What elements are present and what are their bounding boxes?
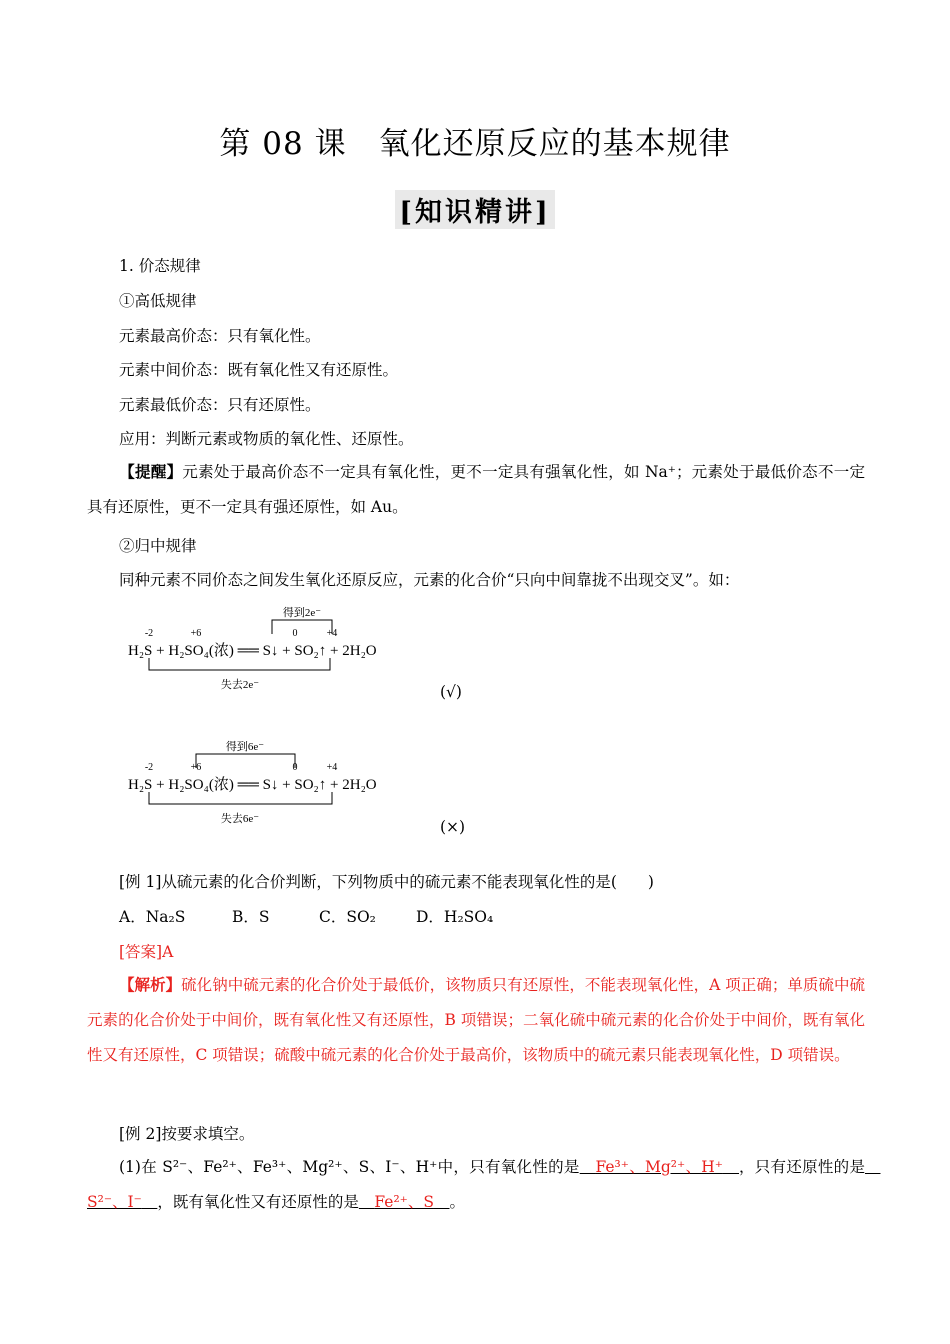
example2-question: [例 2]按要求填空。 xyxy=(119,1125,255,1143)
example1-answer: [答案]A xyxy=(119,943,174,961)
q1-end: 。 xyxy=(449,1193,465,1211)
equation: H₂S + H₂SO₄(浓) ══ S↓ + SO₂↑ + 2H₂O xyxy=(128,643,377,659)
verdict-wrong: (×) xyxy=(440,818,466,836)
q1-mid: ，只有还原性的是 xyxy=(739,1158,865,1176)
text-highest-valence: 元素最高价态：只有氧化性。 xyxy=(119,327,321,345)
ox-state-1: -2 xyxy=(144,762,154,773)
q1-prefix: (1)在 S²⁻、Fe²⁺、Fe³⁺、Mg²⁺、S、I⁻、H⁺中，只有氧化性的是 xyxy=(119,1158,580,1176)
example1-question: [例 1]从硫元素的化合价判断，下列物质中的硫元素不能表现氧化性的是( ) xyxy=(119,873,654,891)
answer-blank-2: S²⁻、I⁻ xyxy=(87,1193,142,1211)
option-d: D．H₂SO₄ xyxy=(416,908,494,926)
example1-analysis xyxy=(87,967,865,1073)
bottom-electron-label: 失去2e⁻ xyxy=(220,679,260,691)
answer-blank-1: Fe³⁺、Mg²⁺、H⁺ xyxy=(595,1158,723,1176)
text-lowest-valence: 元素最低价态：只有还原性。 xyxy=(119,396,321,414)
bottom-bracket-line xyxy=(149,658,330,670)
bottom-electron-label: 失去6e⁻ xyxy=(220,813,260,825)
text-middle-valence: 元素中间价态：既有氧化性又有还原性。 xyxy=(119,361,399,379)
option-a: A．Na₂S xyxy=(119,908,186,926)
text-convergence-rule: 同种元素不同价态之间发生氧化还原反应，元素的化合价“只向中间靠拢不出现交叉”。如： xyxy=(119,571,740,589)
option-b: B．S xyxy=(232,908,270,926)
heading-valence-rule: 1. 价态规律 xyxy=(119,257,201,275)
tip-paragraph xyxy=(87,454,865,525)
top-bracket-line xyxy=(272,620,332,634)
equation: H₂S + H₂SO₄(浓) ══ S↓ + SO₂↑ + 2H₂O xyxy=(128,777,377,793)
bottom-bracket-line xyxy=(149,792,332,804)
ox-state-3: 0 xyxy=(292,762,298,773)
q1-mid2: ，既有氧化性又有还原性的是 xyxy=(157,1193,359,1211)
top-bracket-line xyxy=(196,754,295,768)
ox-state-4: +4 xyxy=(326,628,338,639)
ox-state-2: +6 xyxy=(190,762,202,773)
ox-state-2: +6 xyxy=(190,628,202,639)
reaction-diagram-wrong xyxy=(120,734,460,834)
top-electron-label: 得到2e⁻ xyxy=(282,607,322,619)
section-heading-label: [知识精讲] xyxy=(395,190,555,229)
ox-state-1: -2 xyxy=(144,628,154,639)
tip-text: 元素处于最高价态不一定具有氧化性，更不一定具有强氧化性，如 Na⁺；元素处于最低价态不一定具有还原性，更不一定具有强还原性，如 Au。 xyxy=(87,463,865,516)
section-heading xyxy=(0,190,950,229)
text-application: 应用：判断元素或物质的氧化性、还原性。 xyxy=(119,430,414,448)
answer-blank-3: Fe²⁺、S xyxy=(374,1193,434,1211)
option-c: C．SO₂ xyxy=(319,908,376,926)
heading-convergence-rule: ②归中规律 xyxy=(119,537,197,555)
tip-label: 【提醒】 xyxy=(119,462,183,481)
example1-options xyxy=(119,907,493,927)
heading-high-low-rule: ①高低规律 xyxy=(119,292,197,310)
analysis-label: 【解析】 xyxy=(119,975,182,994)
ox-state-3: 0 xyxy=(292,628,298,639)
verdict-correct: (√) xyxy=(440,683,462,701)
page-title: 第 08 课 氧化还原反应的基本规律 xyxy=(219,126,731,162)
top-electron-label: 得到6e⁻ xyxy=(225,741,265,753)
reaction-diagram-correct xyxy=(120,600,460,700)
ox-state-4: +4 xyxy=(326,762,338,773)
analysis-text: 硫化钠中硫元素的化合价处于最低价，该物质只有还原性，不能表现氧化性，A 项正确；单质硫中硫元素的化合价处于中间价，既有氧化性又有还原性，B 项错误；二氧化硫中硫元素的化合价处于中间价，既有氧化性又有还原性，C 项错误；硫酸中硫元素的化合价处于最高价，该物质中的硫元素只能表现氧化性，D 项错误。 xyxy=(87,976,865,1064)
example2-fill-blank xyxy=(87,1150,865,1220)
